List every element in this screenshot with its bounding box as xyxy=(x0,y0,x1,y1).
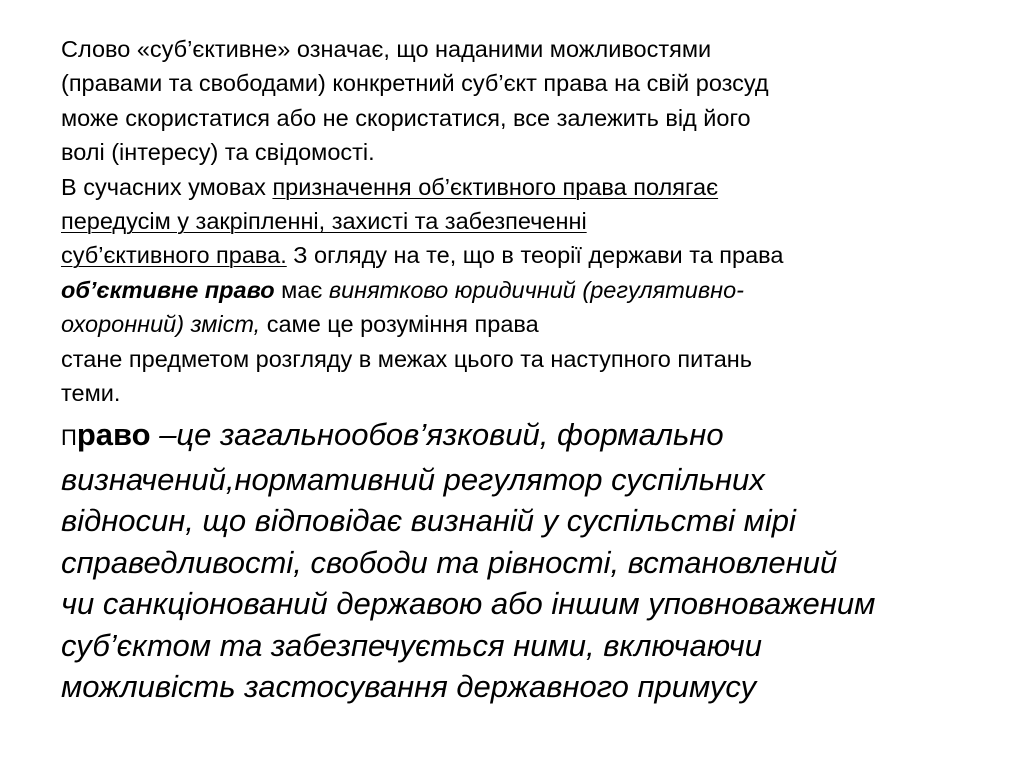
italic-text: охоронний) зміст, xyxy=(61,311,261,338)
plain-text: саме це розуміння права xyxy=(260,311,539,338)
law-definition xyxy=(61,414,1006,708)
paragraph-line xyxy=(61,170,1006,204)
definition-line: можливість застосування державного примусу xyxy=(61,669,757,705)
paragraph-line xyxy=(61,273,1006,307)
definition-line xyxy=(61,414,1006,459)
paragraph-line xyxy=(61,307,1006,341)
paragraph-line: Слово «суб’єктивне» означає, що наданими можливостями xyxy=(61,36,712,62)
underlined-text: призначення об’єктивного права полягає xyxy=(272,173,719,200)
plain-text: З огляду на те, що в теорії держави та права xyxy=(286,242,784,269)
definition-text: –це загальнообов’язковий, формально xyxy=(150,417,724,453)
definition-line: чи санкціонований державою або іншим уповноваженим xyxy=(61,586,876,622)
paragraph-line: може скористатися або не скористатися, все залежить від його xyxy=(61,104,751,131)
paragraph-line xyxy=(61,204,1006,238)
paragraph-line xyxy=(61,238,1006,272)
definition-initial-letter: П xyxy=(61,425,77,451)
definition-term: раво xyxy=(76,417,151,453)
bold-italic-term: об’єктивне право xyxy=(61,276,275,303)
underlined-text: суб’єктивного права. xyxy=(61,242,287,269)
definition-line: суб’єктом та забезпечується ними, включаючи xyxy=(61,627,762,663)
underlined-text: передусім у закріпленні, захисті та забезпеченні xyxy=(61,208,587,235)
definition-line: визначений,нормативний регулятор суспільних xyxy=(61,461,765,497)
paragraph-line: теми. xyxy=(61,380,121,407)
definition-line: відносин, що відповідає визнаній у суспільстві мірі xyxy=(61,503,796,539)
plain-text: має xyxy=(274,276,329,303)
paragraph-subjective-meaning xyxy=(61,32,1006,170)
paragraph-objective-law-purpose xyxy=(61,170,1006,411)
plain-text: В сучасних умовах xyxy=(61,173,273,200)
slide-text-block xyxy=(61,32,1006,708)
definition-line: справедливості, свободи та рівності, встановлений xyxy=(61,544,838,580)
paragraph-line: (правами та свободами) конкретний суб’єкт права на свій розсуд xyxy=(61,70,769,97)
italic-text: винятково юридичний (регулятивно- xyxy=(328,276,744,303)
paragraph-line: стане предметом розгляду в межах цього та наступного питань xyxy=(61,345,753,372)
paragraph-line: волі (інтересу) та свідомості. xyxy=(61,139,375,166)
